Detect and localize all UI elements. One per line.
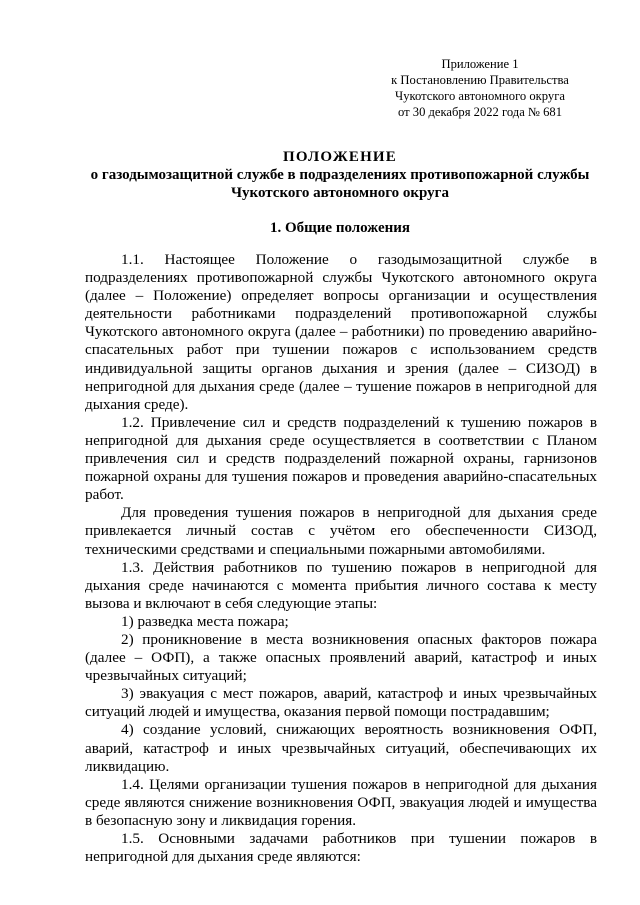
- appendix-line: Приложение 1: [441, 57, 519, 71]
- section-heading: 1. Общие положения: [269, 220, 411, 236]
- paragraph: 1.3. Действия работников по тушению пожаров в непригодной для дыхания среде начинаются с момента прибытия личного состава к месту вызова и включают в себя следующие этапы:: [85, 558, 597, 612]
- document-title-main: ПОЛОЖЕНИЕ: [282, 149, 398, 165]
- document-title-subtitle: Чукотского автономного округа: [231, 185, 449, 201]
- list-item: 3) эвакуация с мест пожаров, аварий, катастроф и иных чрезвычайных ситуаций людей и имущества, оказания первой помощи пострадавшим;: [85, 685, 597, 721]
- paragraph: 1.5. Основными задачами работников при тушении пожаров в непригодной для дыхания среде являются:: [85, 830, 597, 866]
- section-body: [85, 251, 597, 866]
- paragraph: Для проведения тушения пожаров в непригодной для дыхания среде привлекается личный состав с учётом его обеспеченности СИЗОД, техническими средствами и специальными пожарными автомобилями.: [85, 504, 597, 558]
- paragraph: 1.4. Целями организации тушения пожаров в непригодной для дыхания среде являются снижение возникновения ОФП, эвакуация людей и имущества в безопасную зону и ликвидация горения.: [85, 775, 597, 829]
- paragraph: 1.2. Привлечение сил и средств подразделений к тушению пожаров в непригодной для дыхания среде осуществляется в соответствии с Планом привлечения сил и средств подразделений пожарной охраны, гарнизонов пожарной охраны для тушения пожаров и проведения аварийно-спасательных работ.: [85, 413, 597, 504]
- list-item: 2) проникновение в места возникновения опасных факторов пожара (далее – ОФП), а также опасных проявлений аварий, катастроф и иных чрезвычайных ситуаций;: [85, 630, 597, 685]
- list-item: 4) создание условий, снижающих вероятность возникновения ОФП, аварий, катастроф и иных чрезвычайных ситуаций, обеспечивающих их ликвидацию.: [85, 721, 597, 775]
- document-title-subtitle: о газодымозащитной службе в подразделениях противопожарной службы: [90, 167, 590, 183]
- appendix-line: к Постановлению Правительства: [391, 73, 569, 87]
- list-item: 1) разведка места пожара;: [121, 612, 289, 630]
- appendix-line: от 30 декабря 2022 года № 681: [397, 105, 562, 119]
- appendix-reference: [370, 56, 590, 120]
- document-title: [85, 148, 595, 202]
- appendix-line: Чукотского автономного округа: [395, 89, 565, 103]
- paragraph: 1.1. Настоящее Положение о газодымозащитной службе в подразделениях противопожарной службы Чукотского автономного округа (далее – Положение) определяет вопросы организации и осуществления деятельности работниками подразделений противопожарной службы Чукотского автономного округа (далее – работники) по проведению аварийно-спасательных работ при тушении пожаров с использованием средств индивидуальной защиты органов дыхания и зрения (далее – СИЗОД) в непригодной для дыхания среде (далее – тушение пожаров в непригодной для дыхания среде).: [85, 251, 597, 413]
